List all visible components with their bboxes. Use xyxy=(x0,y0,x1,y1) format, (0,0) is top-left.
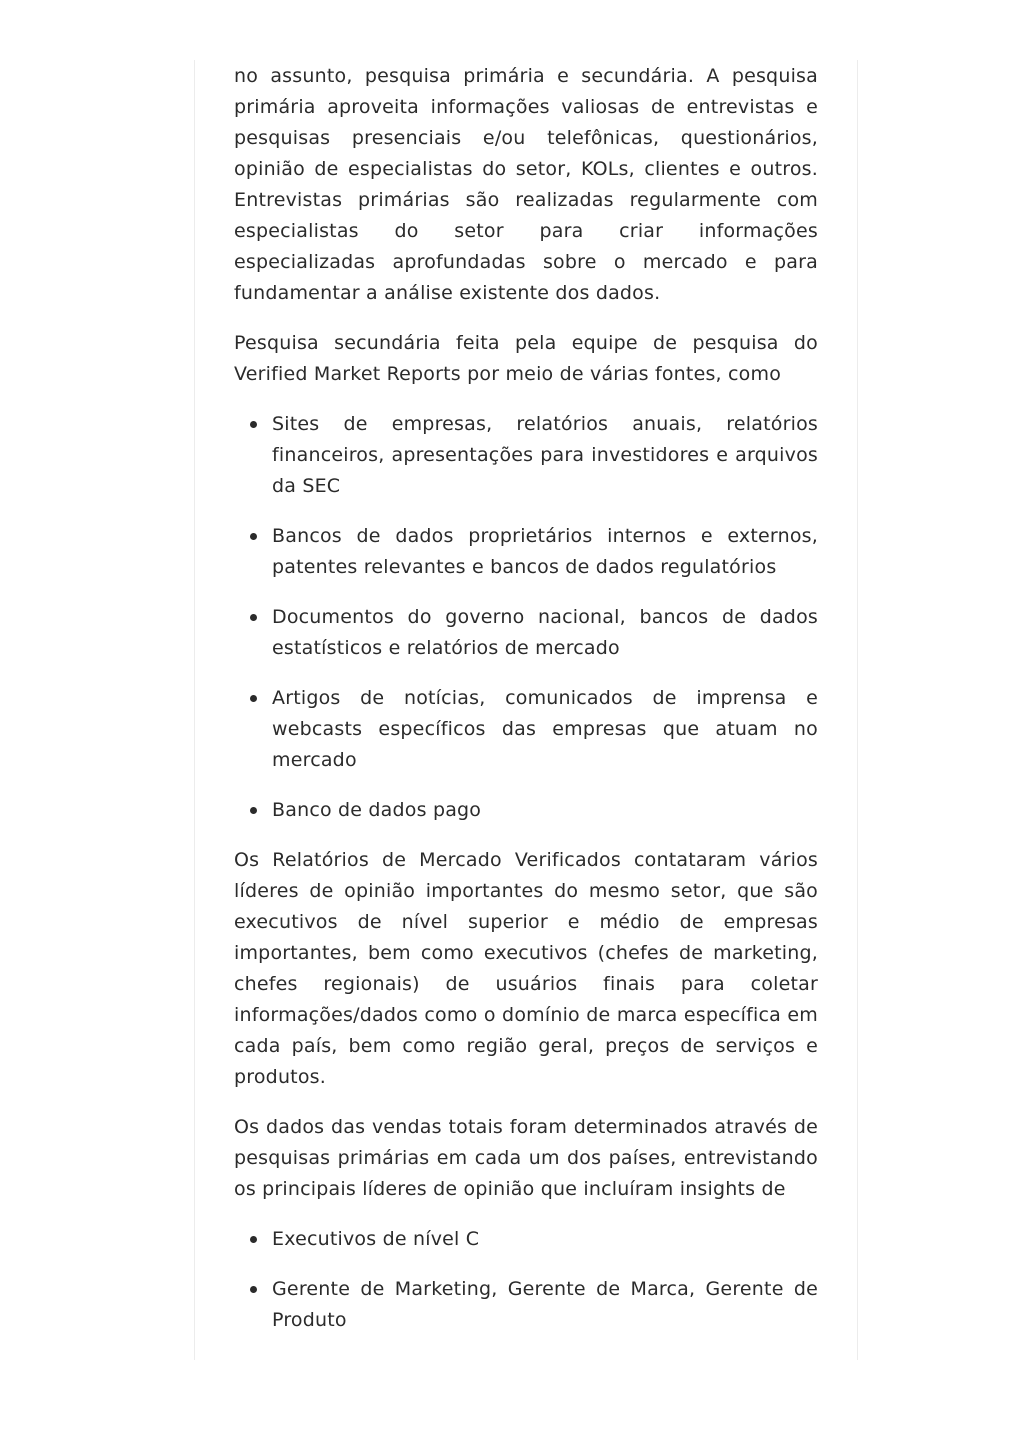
sources-list xyxy=(234,409,818,826)
list-item xyxy=(272,602,818,664)
bullet-icon xyxy=(250,695,257,702)
paragraph-research-methods: no assunto, pesquisa primária e secundária. A pesquisa primária aproveita informações valiosas de entrevistas e pesquisas presenciais e/ou telefônicas, questionários, opinião de especialistas do setor, KOLs, clientes e outros. Entrevistas primárias são realizadas regularmente com especialistas do setor para criar informações especializadas aprofundadas sobre o mercado e para fundamentar a análise existente dos dados. xyxy=(234,65,818,304)
paragraph-secondary-research: Pesquisa secundária feita pela equipe de pesquisa do Verified Market Reports por meio de várias fontes, como xyxy=(234,332,818,385)
list-item xyxy=(272,1274,818,1336)
insights-list xyxy=(234,1224,818,1336)
bullet-icon xyxy=(250,1236,257,1243)
list-item-text: Documentos do governo nacional, bancos de dados estatísticos e relatórios de mercado xyxy=(272,606,818,659)
paragraph-opinion-leaders: Os Relatórios de Mercado Verificados contataram vários líderes de opinião importantes do mesmo setor, que são executivos de nível superior e médio de empresas importantes, bem como executivos (chefes de marketing, chefes regionais) de usuários finais para coletar informações/dados como o domínio de marca específica em cada país, bem como região geral, preços de serviços e produtos. xyxy=(234,849,818,1088)
list-item xyxy=(272,1224,818,1255)
list-item xyxy=(272,521,818,583)
list-item-text: Bancos de dados proprietários internos e externos, patentes relevantes e bancos de dados regulatórios xyxy=(272,525,818,578)
bullet-icon xyxy=(250,807,257,814)
bullet-icon xyxy=(250,421,257,428)
document-body xyxy=(234,61,818,1355)
list-item xyxy=(272,795,818,826)
list-item-text: Executivos de nível C xyxy=(272,1228,480,1250)
bullet-icon xyxy=(250,1286,257,1293)
bullet-icon xyxy=(250,533,257,540)
list-item-text: Sites de empresas, relatórios anuais, relatórios financeiros, apresentações para investidores e arquivos da SEC xyxy=(272,413,818,497)
bullet-icon xyxy=(250,614,257,621)
list-item xyxy=(272,683,818,776)
list-item-text: Artigos de notícias, comunicados de imprensa e webcasts específicos das empresas que atuam no mercado xyxy=(272,687,818,771)
paragraph-total-sales: Os dados das vendas totais foram determinados através de pesquisas primárias em cada um dos países, entrevistando os principais líderes de opinião que incluíram insights de xyxy=(234,1116,818,1200)
list-item-text: Banco de dados pago xyxy=(272,799,482,821)
list-item xyxy=(272,409,818,502)
list-item-text: Gerente de Marketing, Gerente de Marca, Gerente de Produto xyxy=(272,1278,818,1331)
